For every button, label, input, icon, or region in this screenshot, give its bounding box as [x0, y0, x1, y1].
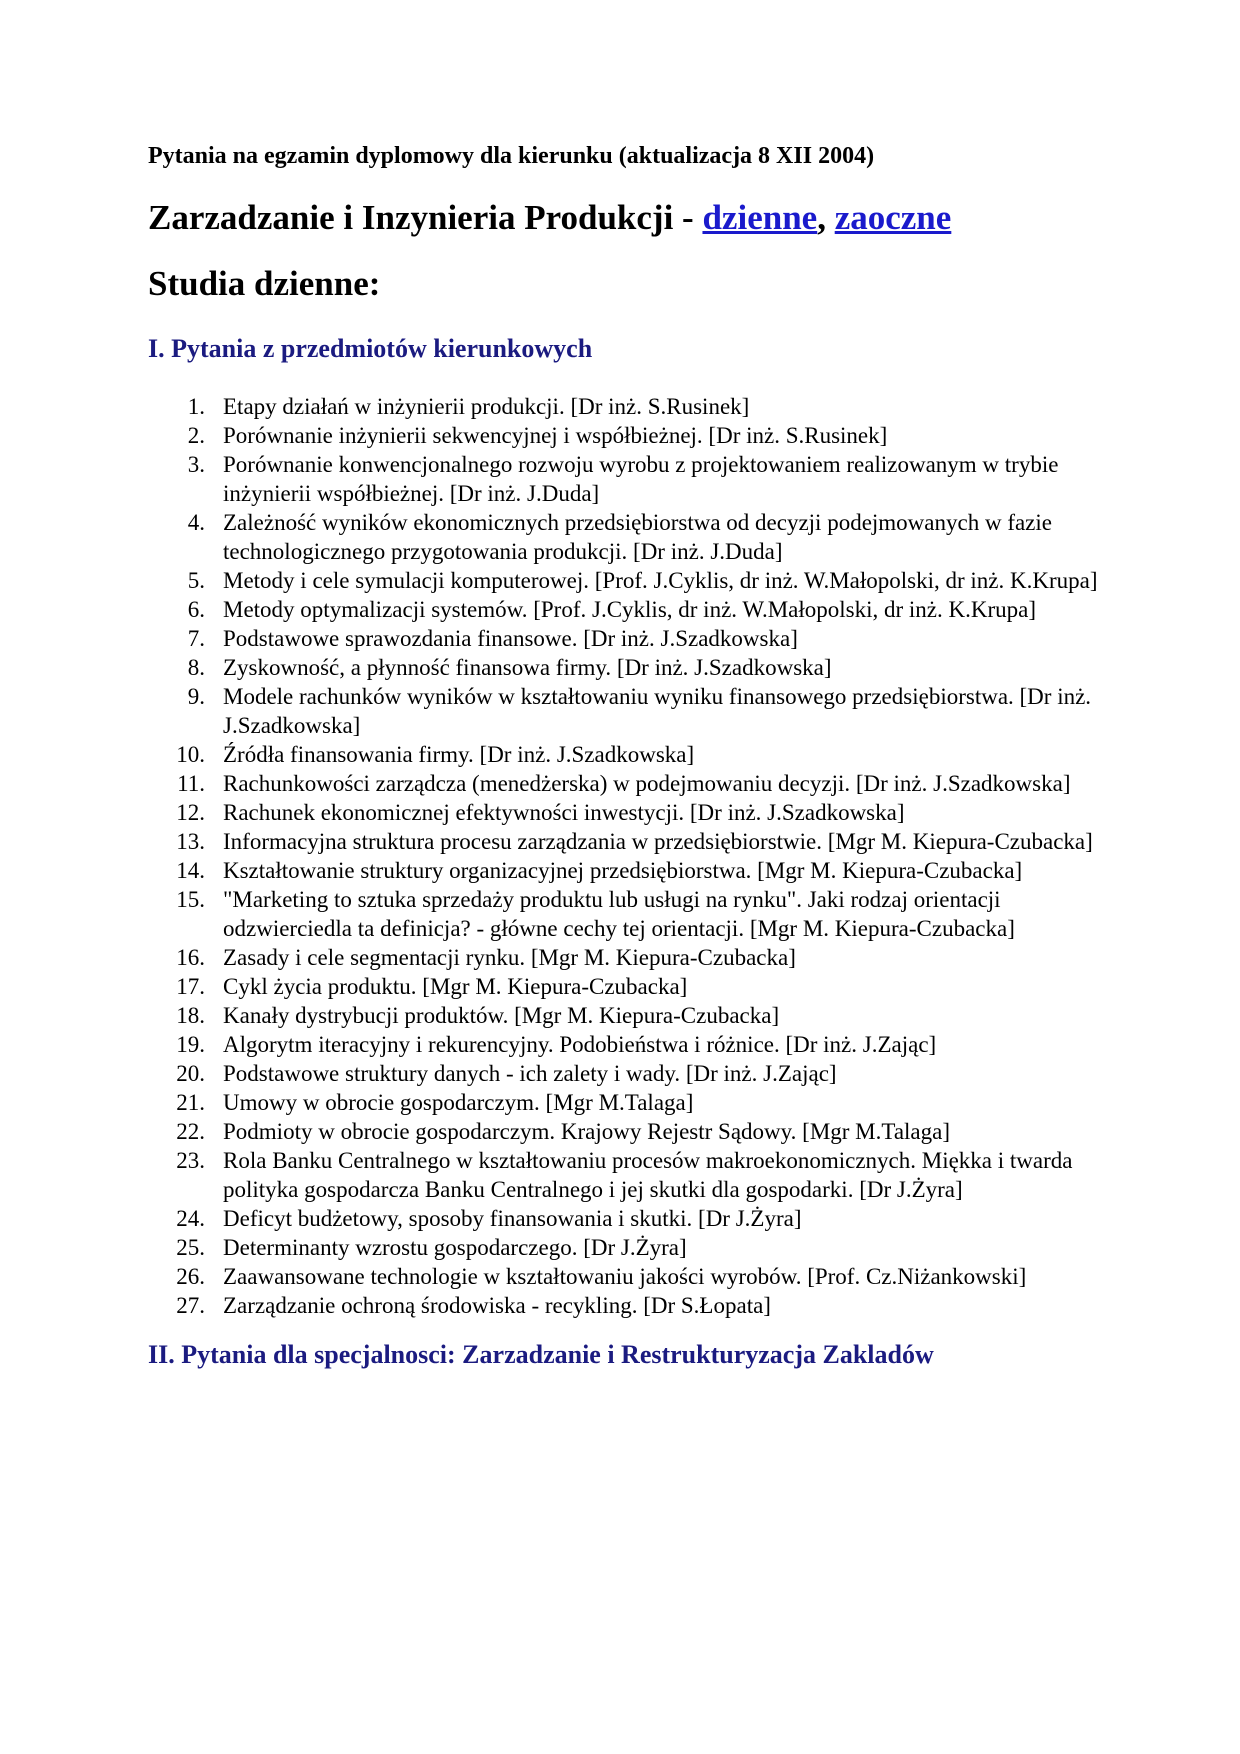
question-item	[148, 798, 1098, 827]
question-item	[148, 1233, 1098, 1262]
title-separator: ,	[817, 198, 835, 237]
question-text: Metody i cele symulacji komputerowej. [Prof. J.Cyklis, dr inż. W.Małopolski, dr inż. K.Krupa]	[223, 568, 1098, 593]
question-item	[148, 595, 1098, 624]
question-item	[148, 1030, 1098, 1059]
question-text: Kształtowanie struktury organizacyjnej przedsiębiorstwa. [Mgr M. Kiepura-Czubacka]	[223, 858, 1023, 883]
question-item	[148, 1291, 1098, 1320]
question-number: 3.	[187, 452, 205, 477]
question-number: 4.	[187, 510, 205, 535]
question-number: 23.	[176, 1148, 205, 1173]
question-text: Deficyt budżetowy, sposoby finansowania i skutki. [Dr J.Żyra]	[223, 1206, 802, 1231]
question-item	[148, 653, 1098, 682]
question-item	[148, 856, 1098, 885]
question-item	[148, 682, 1098, 740]
question-text: Rola Banku Centralnego w kształtowaniu procesów makroekonomicznych. Miękka i twarda polityka gospodarcza Banku Centralnego i jej skutki dla gospodarki. [Dr J.Żyra]	[223, 1148, 1073, 1202]
question-number: 16.	[176, 945, 205, 970]
question-text: Etapy działań w inżynierii produkcji. [Dr inż. S.Rusinek]	[223, 394, 750, 419]
question-text: Determinanty wzrostu gospodarczego. [Dr J.Żyra]	[223, 1235, 687, 1260]
question-number: 9.	[187, 684, 205, 709]
main-title-text: Zarzadzanie i Inzynieria Produkcji -	[148, 198, 703, 237]
question-number: 8.	[187, 655, 205, 680]
question-number: 6.	[187, 597, 205, 622]
question-item	[148, 1262, 1098, 1291]
question-text: Umowy w obrocie gospodarczym. [Mgr M.Talaga]	[223, 1090, 694, 1115]
question-text: Podmioty w obrocie gospodarczym. Krajowy Rejestr Sądowy. [Mgr M.Talaga]	[223, 1119, 950, 1144]
question-item	[148, 1088, 1098, 1117]
question-item	[148, 392, 1098, 421]
question-number: 5.	[187, 568, 205, 593]
question-number: 21.	[176, 1090, 205, 1115]
question-number: 17.	[176, 974, 205, 999]
intro-heading: Pytania na egzamin dyplomowy dla kierunku (aktualizacja 8 XII 2004)	[148, 143, 875, 169]
question-number: 19.	[176, 1032, 205, 1057]
question-text: "Marketing to sztuka sprzedaży produktu lub usługi na rynku". Jaki rodzaj orientacji odzwierciedla ta definicja? - główne cechy tej orientacji. [Mgr M. Kiepura-Czubacka]	[223, 887, 1015, 941]
question-item	[148, 421, 1098, 450]
question-item	[148, 1059, 1098, 1088]
question-number: 13.	[176, 829, 205, 854]
link-zaoczne[interactable]: zaoczne	[834, 198, 952, 237]
studia-heading: Studia dzienne:	[148, 264, 381, 303]
question-text: Zasady i cele segmentacji rynku. [Mgr M. Kiepura-Czubacka]	[223, 945, 796, 970]
question-number: 20.	[176, 1061, 205, 1086]
question-text: Modele rachunków wyników w kształtowaniu wyniku finansowego przedsiębiorstwa. [Dr inż. J.Szadkowska]	[223, 684, 1092, 738]
question-item	[148, 740, 1098, 769]
section-heading-2: II. Pytania dla specjalnosci: Zarzadzanie i Restrukturyzacja Zakladów	[148, 1340, 934, 1369]
question-item	[148, 508, 1098, 566]
question-number: 24.	[176, 1206, 205, 1231]
question-item	[148, 885, 1098, 943]
question-text: Zyskowność, a płynność finansowa firmy. [Dr inż. J.Szadkowska]	[223, 655, 832, 680]
question-text: Metody optymalizacji systemów. [Prof. J.Cyklis, dr inż. W.Małopolski, dr inż. K.Krupa]	[223, 597, 1036, 622]
question-text: Zaawansowane technologie w kształtowaniu jakości wyrobów. [Prof. Cz.Niżankowski]	[223, 1264, 1027, 1289]
question-number: 10.	[176, 742, 205, 767]
question-number: 1.	[187, 394, 205, 419]
question-item	[148, 1204, 1098, 1233]
question-item	[148, 450, 1098, 508]
question-item	[148, 1146, 1098, 1204]
question-text: Rachunek ekonomicznej efektywności inwestycji. [Dr inż. J.Szadkowska]	[223, 800, 905, 825]
question-text: Zarządzanie ochroną środowiska - recykling. [Dr S.Łopata]	[223, 1293, 771, 1318]
question-number: 18.	[176, 1003, 205, 1028]
question-text: Kanały dystrybucji produktów. [Mgr M. Kiepura-Czubacka]	[223, 1003, 780, 1028]
question-number: 15.	[176, 887, 205, 912]
question-item	[148, 827, 1098, 856]
question-number: 14.	[176, 858, 205, 883]
question-text: Rachunkowości zarządcza (menedżerska) w podejmowaniu decyzji. [Dr inż. J.Szadkowska]	[223, 771, 1071, 796]
question-number: 27.	[176, 1293, 205, 1318]
question-item	[148, 624, 1098, 653]
question-text: Podstawowe sprawozdania finansowe. [Dr inż. J.Szadkowska]	[223, 626, 798, 651]
section-heading-1: I. Pytania z przedmiotów kierunkowych	[148, 334, 593, 363]
question-number: 11.	[177, 771, 205, 796]
questions-list	[148, 392, 1098, 1320]
question-text: Cykl życia produktu. [Mgr M. Kiepura-Czubacka]	[223, 974, 688, 999]
document-page	[148, 140, 1098, 1398]
link-dzienne[interactable]: dzienne	[702, 198, 818, 237]
question-number: 2.	[187, 423, 205, 448]
question-item	[148, 769, 1098, 798]
question-item	[148, 972, 1098, 1001]
question-text: Porównanie konwencjonalnego rozwoju wyrobu z projektowaniem realizowanym w trybie inżynierii współbieżnej. [Dr inż. J.Duda]	[223, 452, 1059, 506]
question-number: 22.	[176, 1119, 205, 1144]
question-text: Informacyjna struktura procesu zarządzania w przedsiębiorstwie. [Mgr M. Kiepura-Czubacka]	[223, 829, 1093, 854]
question-text: Algorytm iteracyjny i rekurencyjny. Podobieństwa i różnice. [Dr inż. J.Zając]	[223, 1032, 937, 1057]
question-item	[148, 566, 1098, 595]
question-item	[148, 943, 1098, 972]
question-text: Porównanie inżynierii sekwencyjnej i współbieżnej. [Dr inż. S.Rusinek]	[223, 423, 888, 448]
question-number: 26.	[176, 1264, 205, 1289]
question-text: Zależność wyników ekonomicznych przedsiębiorstwa od decyzji podejmowanych w fazie technologicznego przygotowania produkcji. [Dr inż. J.Duda]	[223, 510, 1052, 564]
question-text: Podstawowe struktury danych - ich zalety i wady. [Dr inż. J.Zając]	[223, 1061, 837, 1086]
question-number: 25.	[176, 1235, 205, 1260]
question-number: 7.	[187, 626, 205, 651]
question-item	[148, 1001, 1098, 1030]
question-number: 12.	[176, 800, 205, 825]
question-text: Źródła finansowania firmy. [Dr inż. J.Szadkowska]	[223, 742, 695, 767]
question-item	[148, 1117, 1098, 1146]
main-title	[148, 196, 1098, 240]
